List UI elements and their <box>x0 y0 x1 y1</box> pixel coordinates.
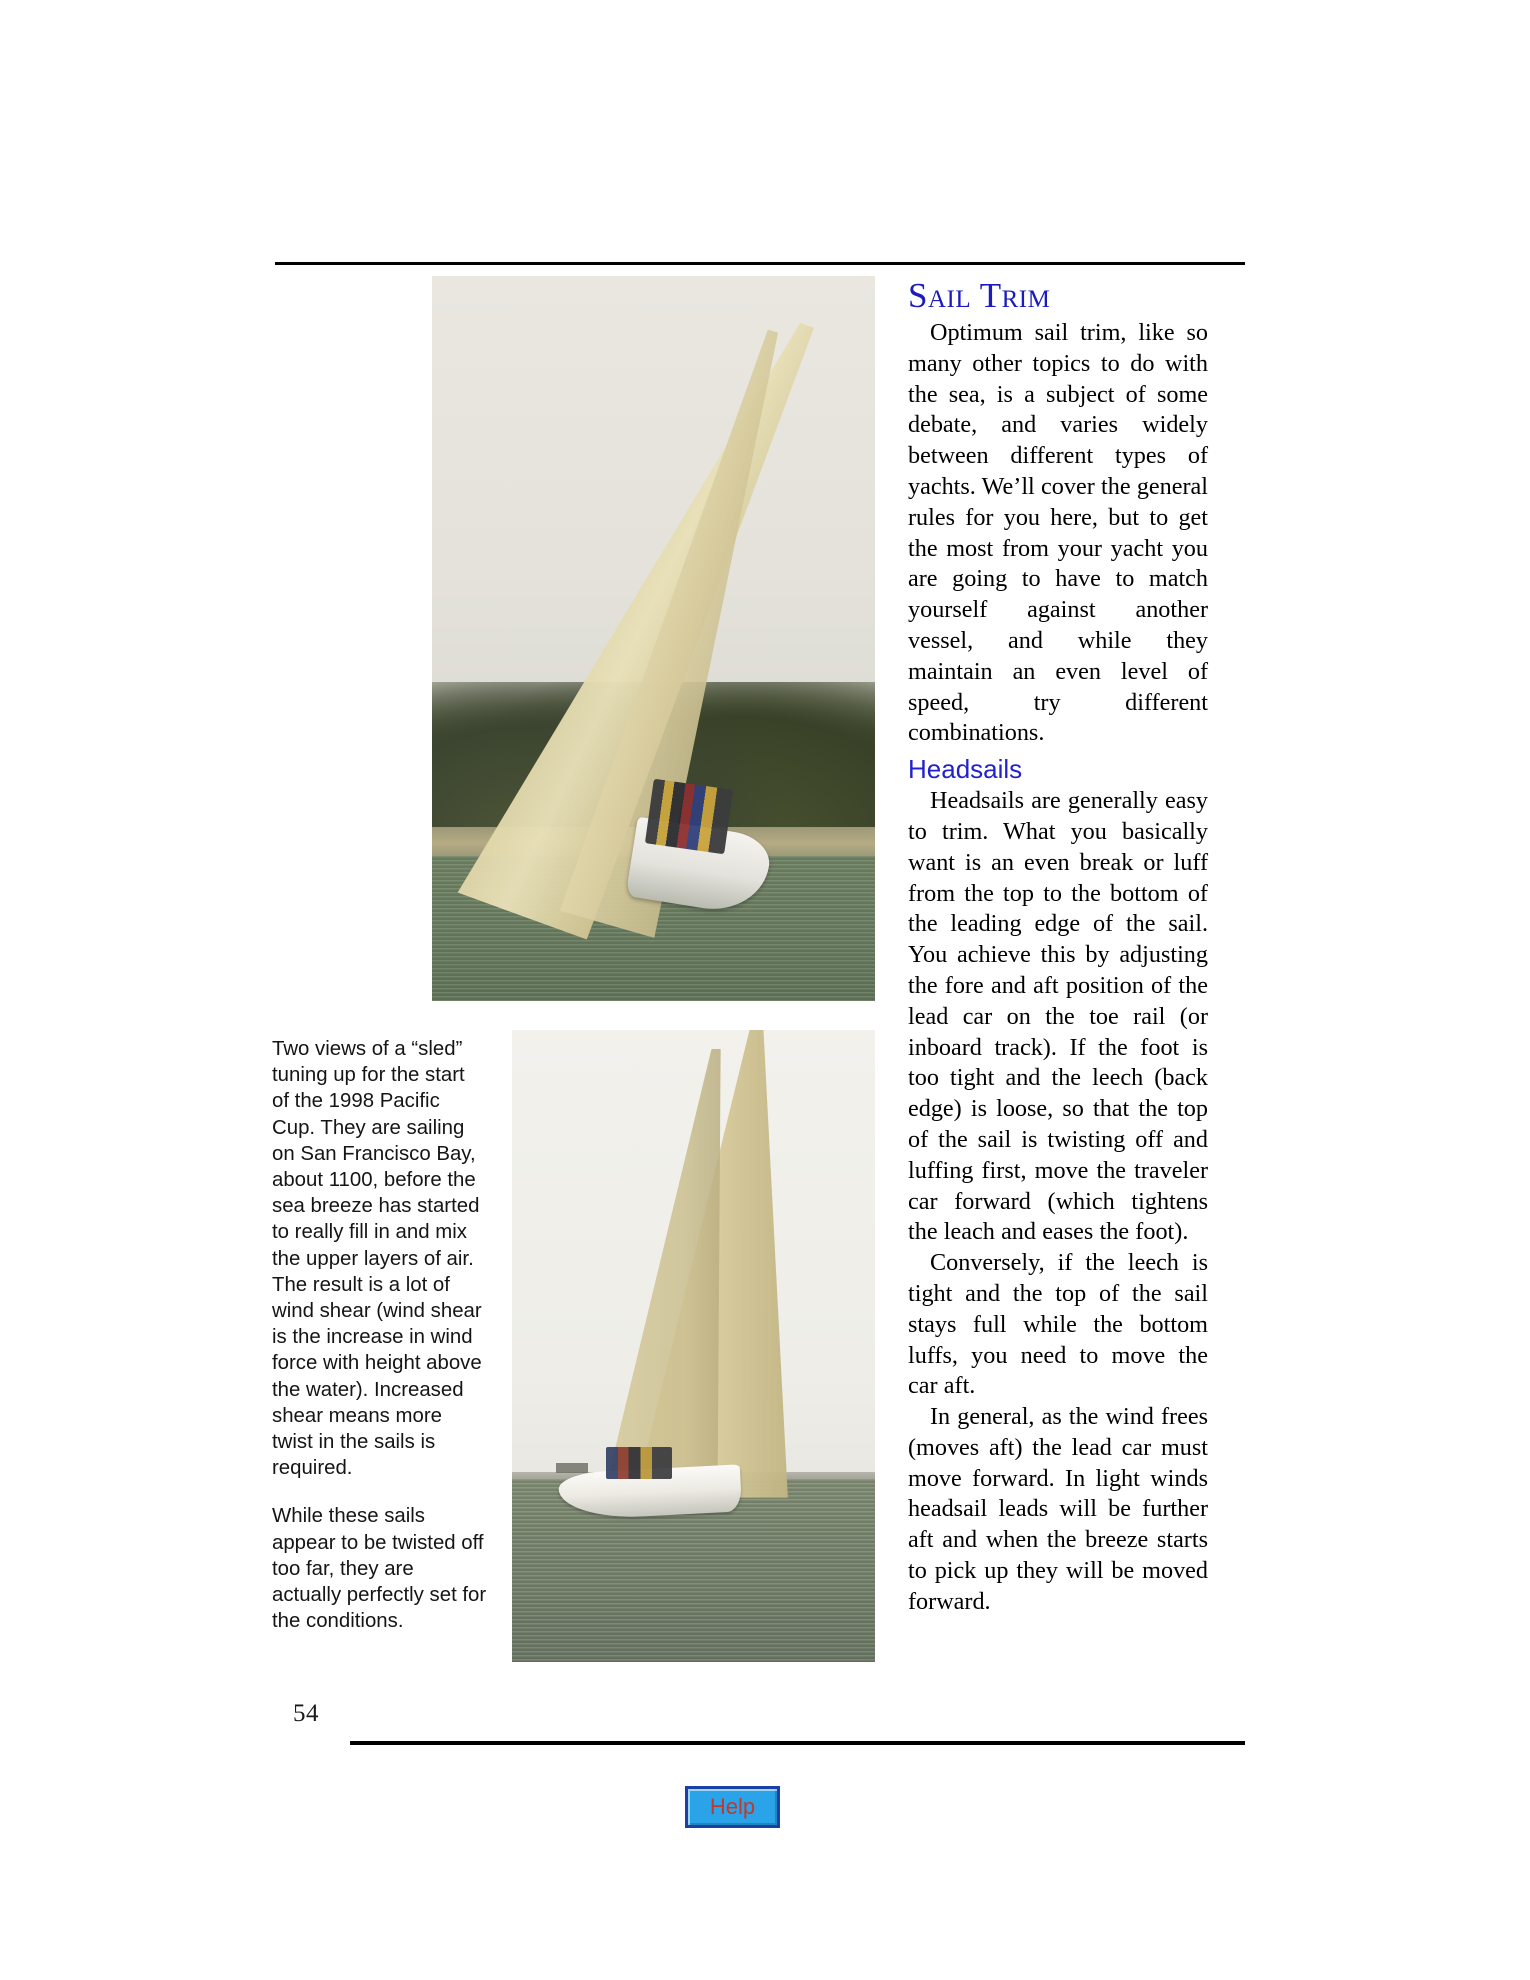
headsail <box>577 1049 729 1491</box>
crew-on-rail <box>645 778 733 854</box>
body-paragraph-1: Optimum sail trim, like so many other topics to do with the sea, is a subject of some debate, and varies widely between different types of yachts. We’ll cover the general rules for you here, but to get the most from your yacht you are going to have to match yourself against another vessel, and while they maintain an even level of speed, try different combinations. <box>908 319 1208 747</box>
help-button[interactable]: Help <box>685 1786 780 1828</box>
page-number: 54 <box>293 1700 319 1727</box>
photo-caption-column <box>272 1036 487 1634</box>
crew-on-rail <box>606 1447 671 1479</box>
body-paragraph-4: In general, as the wind frees (moves aft) the lead car must move forward. In light winds headsail leads will be further aft and when the breeze starts to pick up they will be moved forward. <box>908 1403 1208 1615</box>
footer-rule <box>350 1741 1245 1745</box>
caption-paragraph-2: While these sails appear to be twisted off too far, they are actually perfectly set for the conditions. <box>272 1505 487 1633</box>
sailing-photo-top <box>432 276 875 1001</box>
body-paragraph-3: Conversely, if the leech is tight and the top of the sail stays full while the bottom luffs, you need to move the car aft. <box>908 1249 1208 1400</box>
subsection-title-headsails: Headsails <box>908 754 1023 785</box>
body-text-column <box>908 276 1208 1618</box>
distant-vessel <box>556 1463 589 1473</box>
page-title: Sail Trim <box>908 276 1051 315</box>
body-paragraph-2: Headsails are generally easy to trim. What you basically want is an even break or luff from the top to the bottom of the leading edge of the sail. You achieve this by adjusting the fore and aft position of the lead car on the toe rail (or inboard track). If the foot is too tight and the leech (back edge) is loose, so that the top of the sail is twisting off and luffing first, move the traveler car forward (which tightens the leach and eases the foot). <box>908 787 1208 1246</box>
sailing-photo-bottom <box>512 1030 875 1662</box>
caption-paragraph-1: Two views of a “sled” tuning up for the start of the 1998 Pacific Cup. They are sailing on San Francisco Bay, about 1100, before the sea breeze has started to really fill in and mix the upper layers of air. The result is a lot of wind shear (wind shear is the increase in wind force with height above the water). Increased shear means more twist in the sails is required. <box>272 1038 482 1480</box>
header-rule <box>275 262 1245 265</box>
